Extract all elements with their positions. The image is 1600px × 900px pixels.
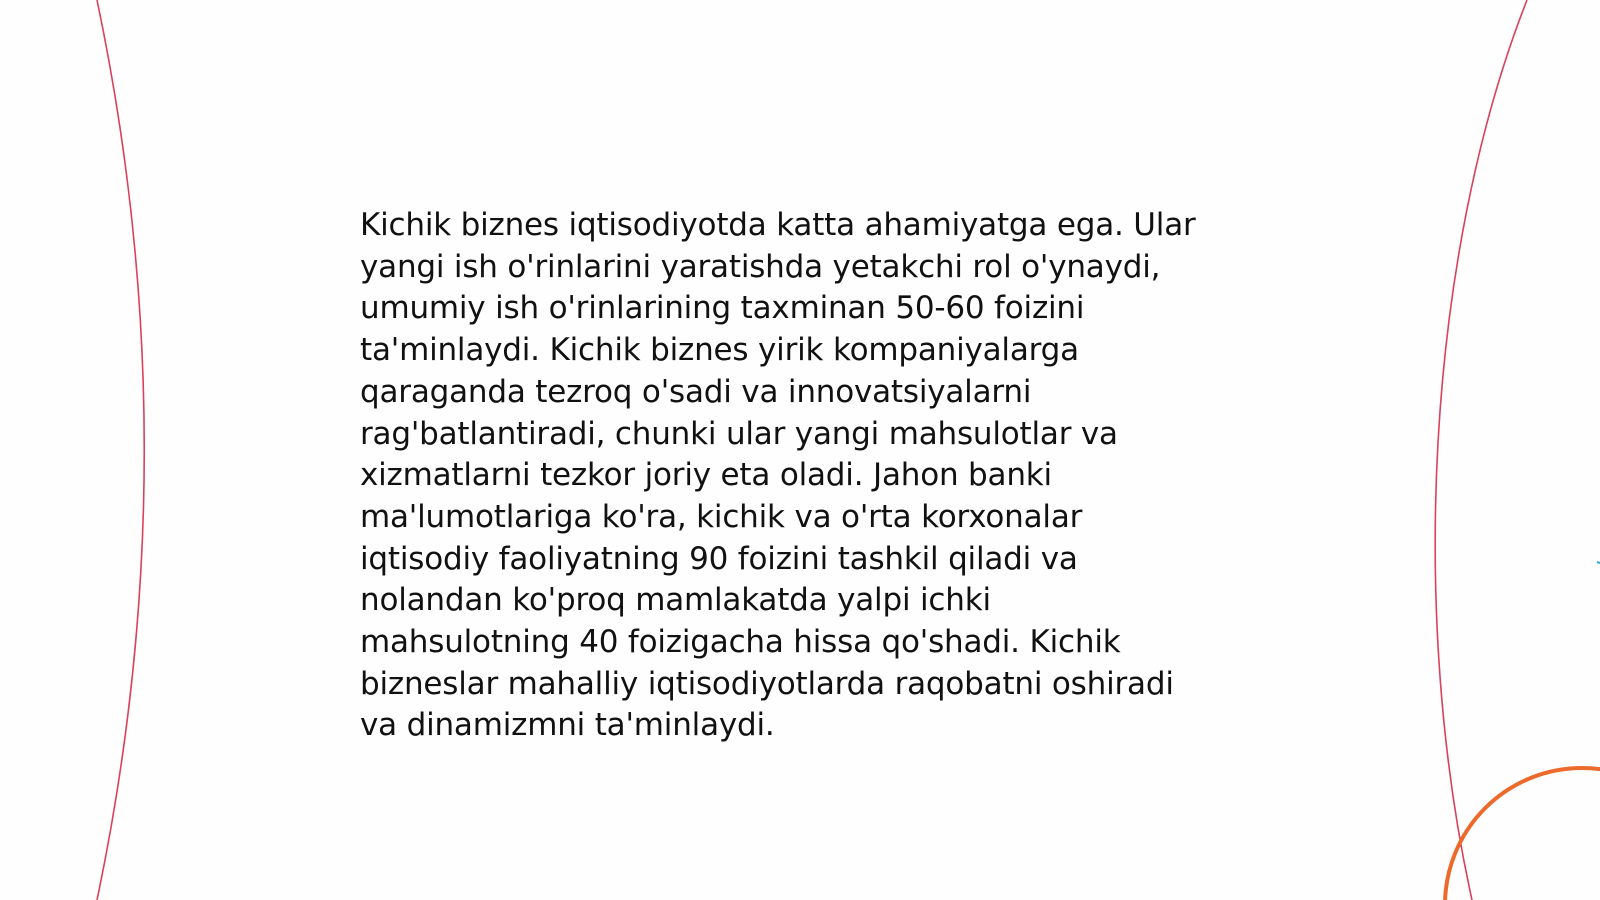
paragraph-line: rag'batlantiradi, chunki ular yangi mahsulotlar va — [360, 415, 1118, 452]
left-curve-line — [97, 0, 144, 900]
paragraph-line: umumiy ish o'rinlarining taxminan 50-60 foizini — [360, 290, 1085, 327]
paragraph-line: nolandan ko'proq mamlakatda yalpi ichki — [360, 582, 991, 619]
slide-body-paragraph — [360, 205, 1260, 747]
paragraph-line: Kichik biznes iqtisodiyotda katta ahamiyatga ega. Ular — [360, 207, 1196, 243]
paragraph-line: mahsulotning 40 foizigacha hissa qo'shadi. Kichik — [360, 624, 1121, 661]
paragraph-line: qaraganda tezroq o'sadi va innovatsiyalarni — [360, 373, 1032, 410]
paragraph-line: yangi ish o'rinlarini yaratishda yetakchi rol o'ynaydi, — [360, 248, 1161, 285]
paragraph-line: iqtisodiy faoliyatning 90 foizini tashkil qiladi va — [360, 540, 1078, 577]
paragraph-line: va dinamizmni ta'minlaydi. — [360, 707, 775, 744]
paragraph-line: xizmatlarni tezkor joriy eta oladi. Jahon banki — [360, 457, 1052, 494]
paragraph-line: ta'minlaydi. Kichik biznes yirik kompaniyalarga — [360, 332, 1079, 369]
right-curve-line — [1435, 0, 1527, 900]
paragraph-line: ma'lumotlariga ko'ra, kichik va o'rta korxonalar — [360, 498, 1083, 535]
paragraph-line: bizneslar mahalliy iqtisodiyotlarda raqobatni oshiradi — [360, 665, 1174, 702]
